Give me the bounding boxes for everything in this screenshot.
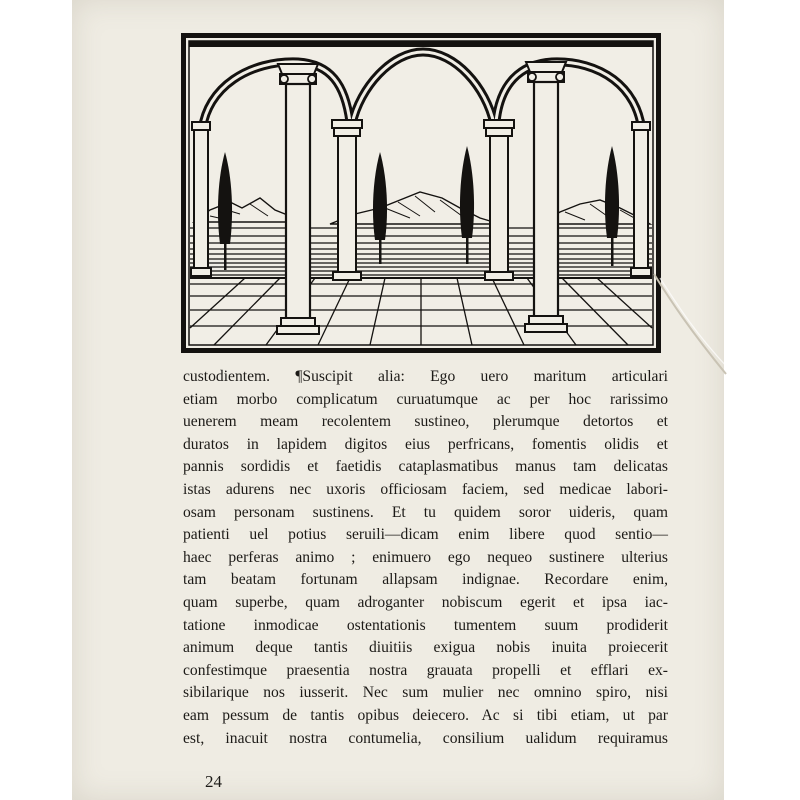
text-line: animum deque tantis diuitiis exigua nobis inuita proiecerit [183, 639, 668, 657]
text-line: istas adurens nec uxoris officiosam faciem, sed medicae labori- [183, 480, 668, 498]
text-line: patienti uel potius seruili—dicam enim libere quod sentio— [183, 526, 668, 544]
page-number: 24 [205, 772, 222, 791]
text-line: pannis sordidis et faetidis cataplasmatibus manus tam delicatas [183, 458, 668, 476]
text-line: duratos in lapidem digitos eius perfricans, fomentis olidis et [183, 435, 668, 453]
text-line: tatione inmodicae ostentationis tumentem suum prodiderit [183, 616, 668, 634]
text-line: haec perferas animo ; enimuero ego nequeo sustinere ulterius [183, 548, 668, 566]
text-line: quam superbe, quam adroganter nobiscum egerit et ipsa iac- [183, 593, 668, 611]
text-line: sibilarique nos iusserit. Nec sum mulier nec omnino spiro, nisi [183, 684, 668, 702]
text-line: uenerem meam recolentem sustineo, plerumque detortos et [183, 413, 668, 431]
text-line: custodientem. ¶Suscipit alia: Ego uero maritum articulari [183, 368, 668, 385]
text-line: osam personam sustinens. Et tu quidem soror uideris, quam [183, 503, 668, 521]
text-line: eam pessum de tantis opibus deiecero. Ac si tibi etiam, ut par [183, 706, 668, 724]
woodcut-illustration [180, 32, 662, 354]
text-line: confestimque praesentia nostra grauata propelli et efflari ex- [183, 661, 668, 679]
text-line: tam beatam fortunam allapsam indignae. Recordare enim, [183, 571, 668, 589]
text-line: est, inacuit nostra contumelia, consilium ualidum requiramus [183, 729, 668, 747]
text-line: etiam morbo complicatum curuatumque ac per hoc rarissimo [183, 390, 668, 408]
paper-crease [650, 270, 730, 380]
latin-text-block [183, 366, 668, 750]
